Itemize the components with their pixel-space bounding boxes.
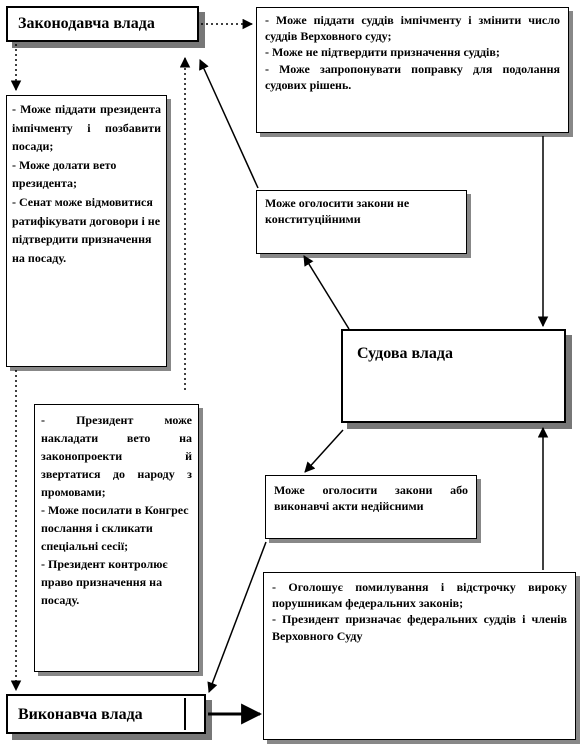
note-executive-to-legislative: [34, 404, 199, 672]
note-line: - Сенат може відмовитися ратифікувати договори і не підтвердити призначення на посаду.: [12, 194, 161, 265]
executive-title: Виконавча влада: [18, 706, 143, 723]
note-line: - Може запропонувати поправку для подолання судових рішень.: [265, 61, 560, 92]
note-line: - Президент контролює право призначення на посаду.: [41, 557, 168, 607]
note-line: - Може не підтвердити призначення суддів;: [265, 45, 500, 60]
note-line: - Оголошує помилування і відстрочку вироку порушникам федеральних законів;: [272, 580, 567, 611]
note-line: - Може долати вето президента;: [12, 157, 117, 191]
note-line: - Президент призначає федеральних суддів і членів Верховного Суду: [272, 612, 567, 643]
arrow-void-note-to-executive: [209, 542, 266, 692]
judicial-title: Судова влада: [357, 345, 453, 362]
arrow-note-to-legislative: [200, 60, 258, 188]
arrow-judicial-to-void-note: [305, 430, 343, 472]
note-judicial-to-legislative: [256, 190, 467, 254]
legislative-title: Законодавча влада: [18, 15, 155, 32]
note-line: - Може посилати в Конгрес послання і скликати спеціальні сесії;: [41, 503, 189, 553]
note-line: Може оголосити закони не конституційними: [265, 196, 410, 227]
note-line: - Президент може накладати вето на законопроекти й звертатися до народу з промовами;: [41, 413, 192, 499]
note-line: - Може піддати суддів імпічменту і змінити число суддів Верховного суду;: [265, 13, 560, 44]
legislative-box: [6, 6, 199, 42]
arrow-judicial-to-note: [304, 256, 349, 329]
note-line: Може оголосити закони або виконавчі акти недійсними: [274, 483, 468, 514]
note-line: - Може піддати президента імпічменту і позбавити посади;: [12, 102, 161, 154]
judicial-box: [341, 329, 566, 423]
note-legislative-to-executive: [6, 95, 167, 367]
note-executive-to-judicial: [263, 572, 576, 740]
executive-box: [6, 694, 206, 734]
note-judicial-to-executive: [265, 475, 477, 539]
note-legislative-to-judicial: [256, 7, 569, 133]
